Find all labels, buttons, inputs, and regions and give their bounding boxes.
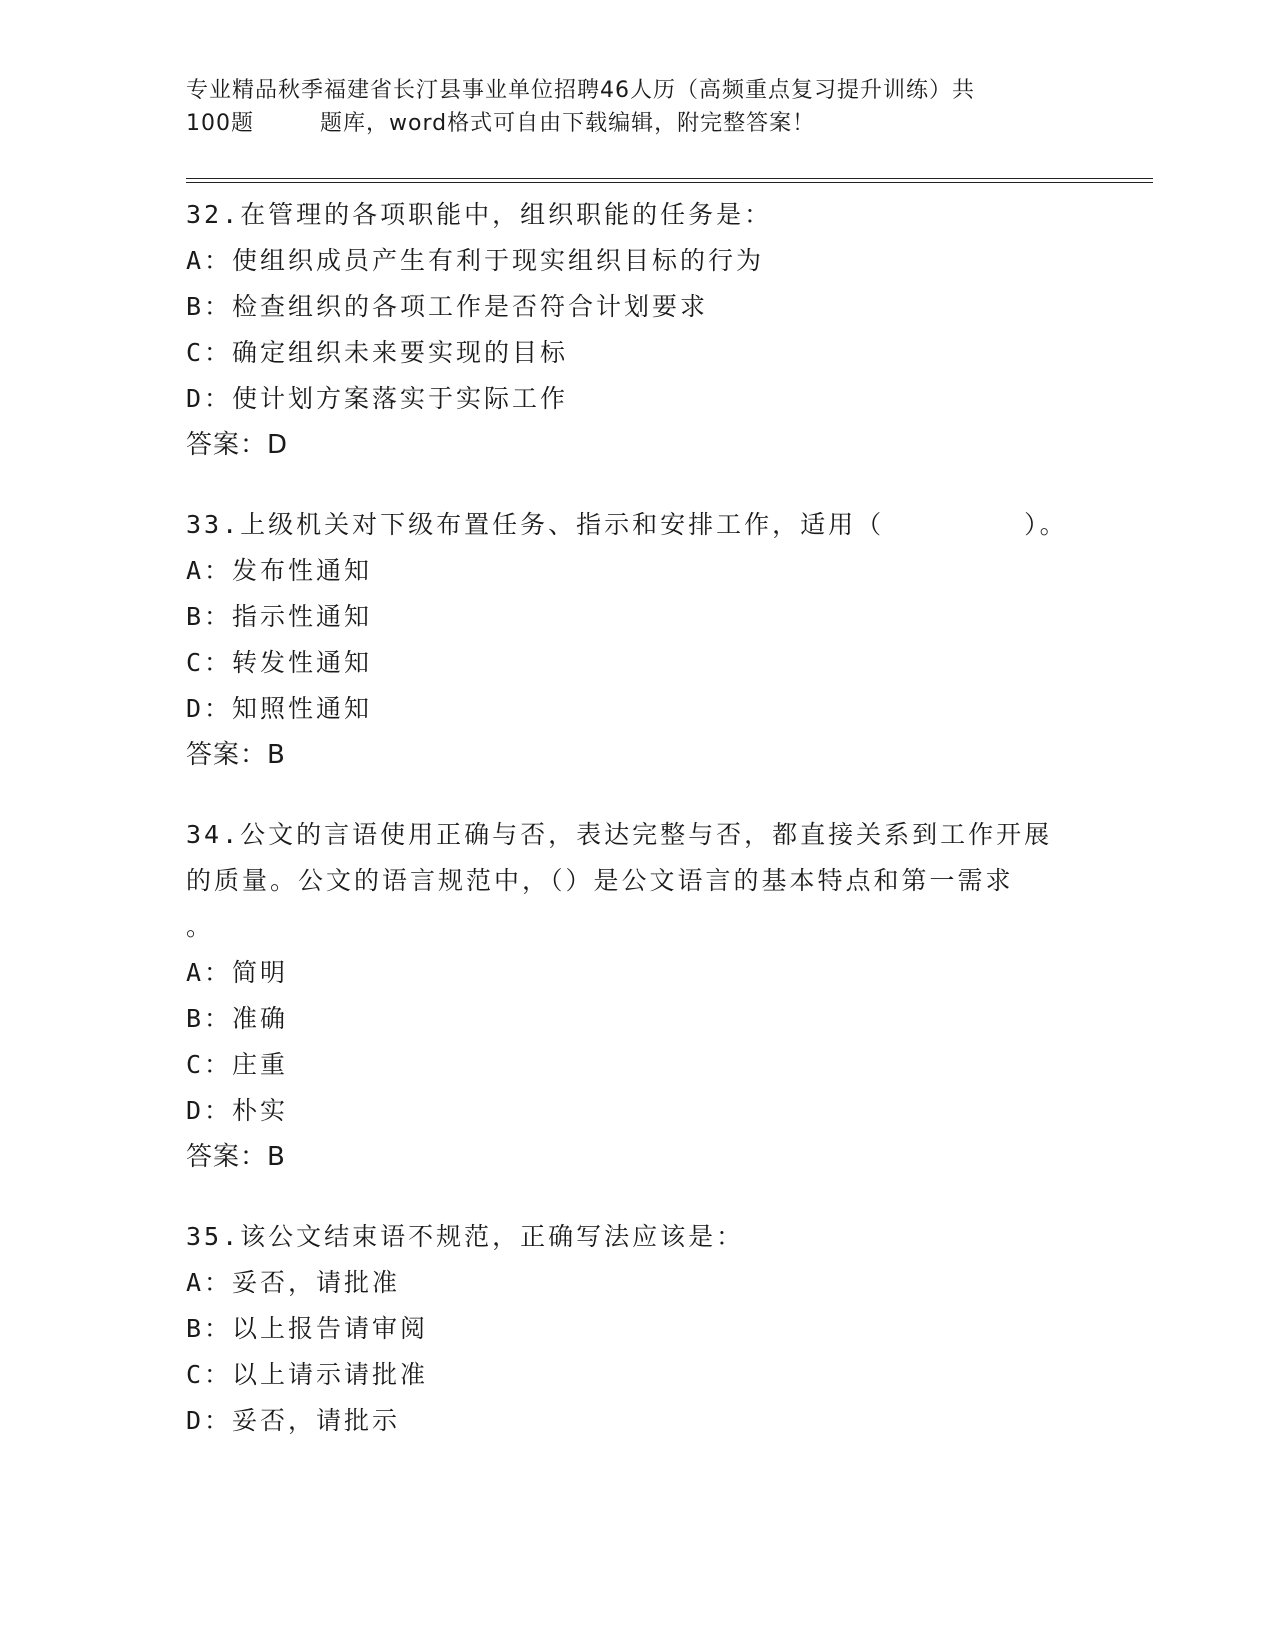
question-text: 33.上级机关对下级布置任务、指示和安排工作，适用（ ）。: [186, 510, 1068, 539]
question-32: [186, 192, 1086, 468]
option-a: A：简明: [186, 958, 289, 987]
question-33: [186, 502, 1086, 778]
question-34: [186, 812, 1086, 1180]
header-divider-top: [186, 178, 1153, 179]
question-text-line: 的质量。公文的语言规范中，（）是公文语言的基本特点和第一需求: [186, 866, 1014, 895]
question-text: [186, 812, 1086, 950]
option-c: C：以上请示请批准: [186, 1360, 429, 1389]
header-divider-bottom: [186, 182, 1153, 183]
document-header: [186, 74, 1086, 140]
header-line-1: 专业精品秋季福建省长汀县事业单位招聘46人历（高频重点复习提升训练）共: [186, 78, 975, 103]
option-d: D：知照性通知: [186, 694, 373, 723]
option-d: D：朴实: [186, 1096, 289, 1125]
option-b: B：准确: [186, 1004, 289, 1033]
option-b: B：指示性通知: [186, 602, 373, 631]
question-list: [186, 192, 1086, 1478]
answer: 答案：D: [186, 430, 289, 460]
answer: 答案：B: [186, 1142, 286, 1172]
option-c: C：转发性通知: [186, 648, 373, 677]
question-text-line: 34.公文的言语使用正确与否，表达完整与否，都直接关系到工作开展: [186, 820, 1053, 849]
option-b: B：以上报告请审阅: [186, 1314, 429, 1343]
answer: 答案：B: [186, 740, 286, 770]
question-text: 35.该公文结束语不规范，正确写法应该是：: [186, 1222, 745, 1251]
option-c: C：庄重: [186, 1050, 289, 1079]
option-d: D：妥否，请批示: [186, 1406, 401, 1435]
option-a: A：发布性通知: [186, 556, 373, 585]
question-35: [186, 1214, 1086, 1444]
option-c: C：确定组织未来要实现的目标: [186, 338, 569, 367]
header-line-2: [186, 107, 1086, 140]
question-text-line: 。: [186, 912, 215, 941]
option-a: A：使组织成员产生有利于现实组织目标的行为: [186, 246, 765, 275]
option-a: A：妥否，请批准: [186, 1268, 401, 1297]
question-text: 32.在管理的各项职能中，组织职能的任务是：: [186, 200, 773, 229]
header-line-2-count: 100题: [186, 111, 254, 136]
option-d: D：使计划方案落实于实际工作: [186, 384, 569, 413]
option-b: B：检查组织的各项工作是否符合计划要求: [186, 292, 709, 321]
header-line-2-desc: 题库，word格式可自由下载编辑，附完整答案！: [320, 111, 816, 136]
